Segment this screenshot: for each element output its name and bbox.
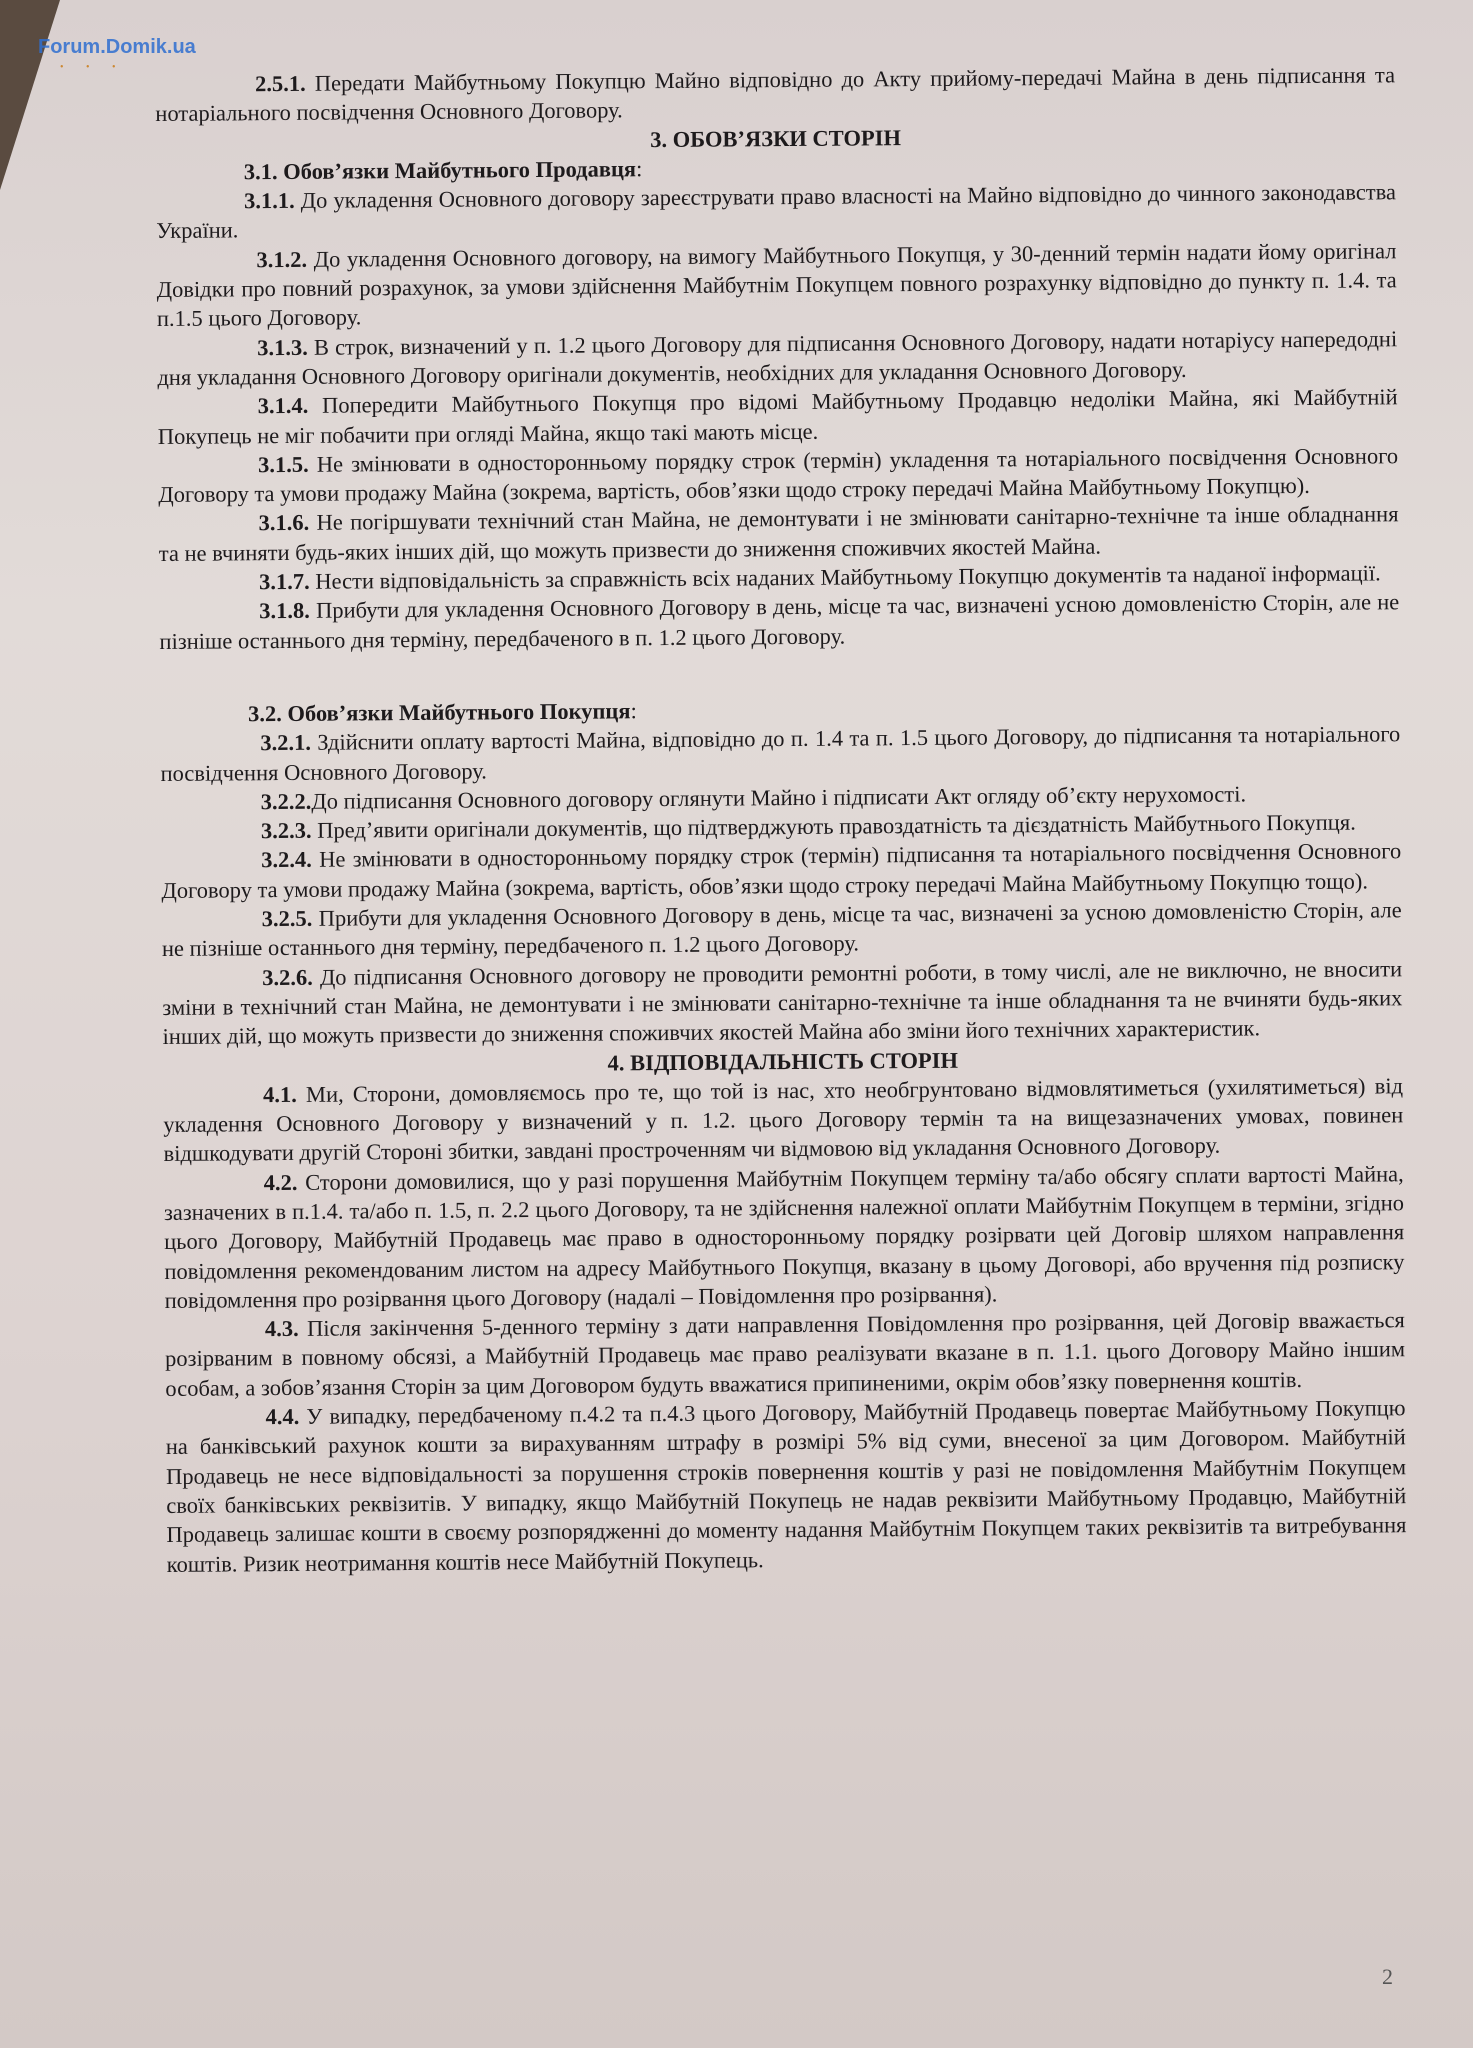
clause-3-1-2 [156, 236, 1397, 334]
clause-number: 3.2.5. [261, 905, 313, 932]
clause-text: Пред’явити оригінали документів, що підтверджують правоздатність та дієздатність Майбутнього Покупця. [311, 809, 1356, 843]
clause-number: 4.1. [262, 1081, 297, 1107]
clause-3-1-1 [156, 177, 1396, 245]
clause-number: 3.1.6. [258, 510, 310, 536]
clause-text: До підписання Основного договору не проводити ремонтні роботи, в тому числі, але не виключно, не вносити зміни в технічний стан Майна, не демонтувати і не змінювати санітарно-технічне та інше обладнання та не вчиняти будь-яких інших дій, що можуть призвести до зниження споживчих якостей Майна або зміни його технічних характеристик. [162, 955, 1403, 1050]
clause-4-2 [164, 1159, 1405, 1315]
clause-text: Передати Майбутньому Покупцю Майно відповідно до Акту прийому-передачі Майна в день підписання та нотаріального посвідчення Основного Договору. [155, 62, 1396, 127]
clause-4-1 [163, 1071, 1404, 1169]
clause-text: Нести відповідальність за справжність всіх наданих Майбутньому Покупцю документів та наданої інформації. [309, 560, 1381, 594]
clause-4-4 [165, 1393, 1406, 1579]
clause-text: Ми, Сторони, домовляємось про те, що той із нас, хто необгрунтовано відмовлятиметься (ухилятиметься) від укладення Основного Договору у визначений у п. 1.2. цього Договору термін та на вищезазначених умовах, повинен відшкодувати другій Стороні збитки, завдані простроченням чи відмовою від укладання Основного Договору. [163, 1073, 1404, 1167]
subsection-3-2-heading: 3.2. Обов’язки Майбутнього Покупця: [247, 698, 637, 727]
clause-3-1-3 [157, 324, 1397, 392]
clause-text: Сторони домовилися, що у разі порушення Майбутнім Покупцем терміну та/або обсягу сплати вартості Майна, зазначених в п.1.4. та/або п. 1.5, п. 2.2 цього Договору, та не здійснення належної оплати Майбутнім Покупцем в терміни, згідно цього Договору, Майбутній Продавець має право в односторонньому порядку розірвати цей Договір шляхом направлення повідомлення рекомендованим листом на адресу Майбутнього Покупця, вказану в цьому Договорі, або вручення під розписку повідомлення про розірвання цього Договору (надалі – Повідомлення про розірвання). [163, 1160, 1405, 1313]
clause-3-2-6 [162, 954, 1403, 1052]
clause-text: До підписання Основного договору оглянути Майно і підписати Акт огляду об’єкту нерухомості. [311, 781, 1247, 814]
clause-text: До укладення Основного договору, на вимогу Майбутнього Покупця, у 30-денний термін надати йому оригінал Довідки про повний розрахунок, за умови здійснення Майбутнім Покупцем повного розрахунку відповідно до пункту п. 1.4. та п.1.5 цього Договору. [156, 238, 1397, 332]
clause-3-1-6 [158, 500, 1398, 568]
clause-number: 2.5.1. [255, 70, 306, 97]
clause-number: 4.3. [264, 1316, 299, 1342]
clause-text: Прибути для укладення Основного Договору в день, місце та час, визначені усною домовленістю Сторін, але не пізніше останнього дня терміну, передбаченого в п. 1.2 цього Договору. [159, 589, 1400, 654]
clause-text: Не змінювати в односторонньому порядку строк (термін) укладення та нотаріального посвідчення Основного Договору та умови продажу Майна (зокрема, вартість, обов’язки щодо строку передачі Майна Майбутньому Покупцю). [158, 443, 1399, 508]
clause-text: В строк, визначений у п. 1.2 цього Договору для підписання Основного Договору, надати нотаріусу напередодні дня укладання Основного Договору оригінали документів, необхідних для укладання Основного Договору. [157, 325, 1398, 390]
clause-number: 4.2. [263, 1169, 298, 1195]
page-corner-shadow [0, 0, 60, 190]
watermark-dots: • • • [60, 62, 126, 73]
document-text [155, 60, 1407, 1579]
clause-3-2-4 [161, 837, 1401, 905]
clause-number: 3.1.3. [257, 334, 308, 360]
clause-number: 3.1.2. [256, 246, 308, 272]
clause-4-3 [165, 1305, 1406, 1403]
clause-text: Не погіршувати технічний стан Майна, не демонтувати і не змінювати санітарно-технічне та інше обладнання та не вчиняти будь-яких інших дій, що можуть призвести до зниження споживчих якостей Майна. [158, 501, 1399, 566]
clause-text: У випадку, передбаченому п.4.2 та п.4.3 цього Договору, Майбутній Продавець повертає Майбутньому Покупцю на банківський рахунок кошти за вирахуванням штрафу в розмірі 5% від суми, внесеної за цим Договором. Майбутній Продавець не несе відповідальності за порушення строків повернення коштів у разі не повідомлення Майбутнім Покупцем своїх банківських реквізитів. У випадку, якщо Майбутній Покупець не надав реквізити Майбутньому Продавцю, Майбутній Продавець залишає кошти в своєму розпорядженні до моменту надання Майбутнім Покупцем таких реквізитів та витребування коштів. Ризик неотримання коштів несе Майбутній Покупець. [165, 1395, 1407, 1577]
clause-text: Після закінчення 5-денного терміну з дати направлення Повідомлення про розірвання, цей Договір вважається розірваним в повному обсязі, а Майбутній Продавець має право реалізувати вказане в п. 1.1. цього Договору Майно іншим особам, а зобов’язання Сторін за цим Договором будуть вважатися припиненими, окрім обов’язку повернення коштів. [165, 1307, 1406, 1401]
clause-3-1-8 [159, 588, 1399, 656]
clause-number: 3.1.1. [243, 188, 295, 214]
clause-3-1-5 [158, 441, 1398, 509]
subsection-title: 3.2. Обов’язки Майбутнього Покупця [247, 698, 631, 727]
clause-text: Попередити Майбутнього Покупця про відомі Майбутньому Продавцю недоліки Майна, які Майбутній Покупець не міг побачити при огляді Майна, якщо такі мають місце. [157, 384, 1398, 449]
clause-number: 4.4. [265, 1403, 300, 1430]
clause-3-1-4 [158, 383, 1398, 451]
clause-text: Не змінювати в односторонньому порядку строк (термін) підписання та нотаріального посвідчення Основного Договору та умови продажу Майна (зокрема, вартість, обов’язки щодо строку передачі Майна Майбутньому Покупцю тощо). [161, 838, 1402, 903]
clause-3-2-1 [160, 719, 1400, 787]
clause-number: 3.1.5. [258, 451, 309, 478]
watermark: Forum.Domik.ua [38, 36, 196, 58]
clause-number: 3.2.3. [260, 817, 312, 844]
clause-3-2-5 [162, 895, 1402, 963]
clause-number: 3.1.7. [258, 568, 310, 595]
subsection-title: 3.1. Обов’язки Майбутнього Продавця [243, 156, 637, 185]
page-number: 2 [1382, 1964, 1393, 1989]
clause-number: 3.1.4. [257, 393, 309, 419]
clause-number: 3.2.6. [262, 964, 313, 990]
clause-number: 3.2.4. [261, 847, 312, 873]
section-3-heading: 3. ОБОВ’ЯЗКИ СТОРІН [650, 124, 902, 152]
section-4-heading: 4. ВІДПОВІДАЛЬНІСТЬ СТОРІН [607, 1047, 959, 1075]
clause-text: До укладення Основного договору зареєструвати право власності на Майно відповідно до чинного законодавства України. [156, 179, 1397, 244]
clause-number: 3.2.2. [260, 788, 312, 815]
clause-number: 3.2.1. [260, 730, 312, 756]
clause-text: Здійснити оплату вартості Майна, відповідно до п. 1.4 та п. 1.5 цього Договору, до підписання та нотаріального посвідчення Основного Договору. [160, 721, 1401, 786]
clause-2-5-1 [155, 60, 1395, 128]
subsection-3-1-heading: 3.1. Обов’язки Майбутнього Продавця: [243, 156, 643, 185]
clause-number: 3.1.8. [259, 598, 310, 624]
clause-text: Прибути для укладення Основного Договору в день, місце та час, визначені за усною домовленістю Сторін, але не пізніше останнього дня терміну, передбаченого п. 1.2 цього Договору. [161, 897, 1402, 962]
